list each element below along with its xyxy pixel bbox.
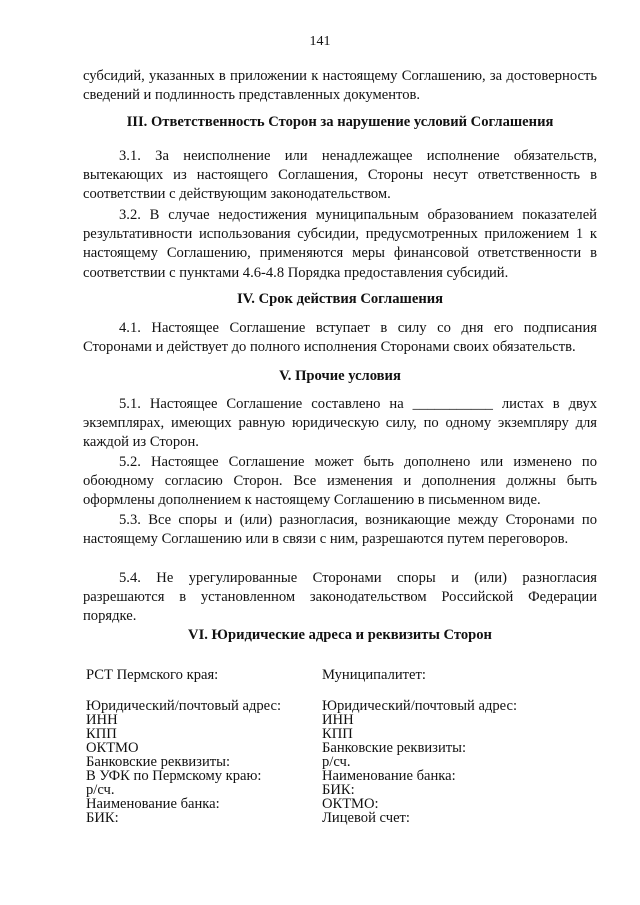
- right-requisite-line: КПП: [322, 726, 353, 742]
- left-requisite-line: ОКТМО: [86, 740, 139, 756]
- section-3-title: III. Ответственность Сторон за нарушение условий Соглашения: [126, 114, 554, 130]
- section-4-title: IV. Срок действия Соглашения: [236, 291, 444, 307]
- right-requisite-line: Юридический/почтовый адрес:: [322, 698, 518, 714]
- left-requisite-line: БИК:: [86, 810, 119, 826]
- paragraph-5-4: 5.4. Не урегулированные Сторонами споры и (или) разногласия разрешаются в установленном законодательством Российской Федерации порядке.: [83, 570, 597, 625]
- paragraph-5-1: 5.1. Настоящее Соглашение составлено на ___________ листах в двух экземплярах, имеющих равную юридическую силу, по одному экземпляру для каждой из Сторон.: [83, 396, 597, 451]
- paragraph-5-3: 5.3. Все споры и (или) разногласия, возникающие между Сторонами по настоящему Соглашению или в связи с ним, разрешаются путем переговоров.: [83, 512, 597, 548]
- right-requisite-line: ИНН: [322, 712, 354, 728]
- left-requisite-line: ИНН: [86, 712, 118, 728]
- right-requisite-line: Наименование банка:: [322, 768, 456, 784]
- paragraph-4-1: 4.1. Настоящее Соглашение вступает в силу со дня его подписания Сторонами и действует до полного исполнения Сторонами своих обязательств.: [83, 320, 597, 356]
- left-requisite-line: В УФК по Пермскому краю:: [86, 768, 262, 784]
- paragraph-3-2: 3.2. В случае недостижения муниципальным образованием показателей результативности использования субсидии, предусмотренных приложением 1 к настоящему Соглашению, применяются меры финансовой ответственности в соответствии с пунктами 4.6-4.8 Порядка предоставления субсидий.: [83, 207, 597, 281]
- intro-paragraph: субсидий, указанных в приложении к настоящему Соглашению, за достоверность сведений и подлинность представленных документов.: [83, 68, 597, 104]
- right-requisite-line: Банковские реквизиты:: [322, 740, 466, 756]
- left-requisite-line: Юридический/почтовый адрес:: [86, 698, 282, 714]
- right-requisite-line: БИК:: [322, 782, 355, 798]
- left-requisites-list: [86, 699, 281, 825]
- right-requisites-list: [322, 699, 517, 825]
- left-requisite-line: Наименование банка:: [86, 796, 220, 812]
- right-requisite-line: Лицевой счет:: [322, 810, 410, 826]
- section-5-title: V. Прочие условия: [279, 368, 401, 384]
- left-requisite-line: Банковские реквизиты:: [86, 754, 230, 770]
- left-party-name: РСТ Пермского края:: [86, 667, 219, 683]
- requisites-left-column: [86, 668, 281, 825]
- section-6-title: VI. Юридические адреса и реквизиты Сторон: [188, 627, 492, 643]
- left-requisite-line: р/сч.: [86, 782, 115, 798]
- right-requisite-line: ОКТМО:: [322, 796, 379, 812]
- paragraph-3-1: 3.1. За неисполнение или ненадлежащее исполнение обязательств, вытекающих из настоящего Соглашения, Стороны несут ответственность в соответствии с действующим законодательством.: [83, 148, 597, 203]
- page-number: 141: [309, 34, 331, 49]
- left-requisite-line: КПП: [86, 726, 117, 742]
- requisites-right-column: [322, 668, 517, 825]
- right-requisite-line: р/сч.: [322, 754, 351, 770]
- right-party-name: Муниципалитет:: [322, 667, 426, 683]
- paragraph-5-2: 5.2. Настоящее Соглашение может быть дополнено или изменено по обоюдному согласию Сторон. Все изменения и дополнения должны быть оформлены дополнением к настоящему Соглашению в письменном виде.: [83, 454, 597, 509]
